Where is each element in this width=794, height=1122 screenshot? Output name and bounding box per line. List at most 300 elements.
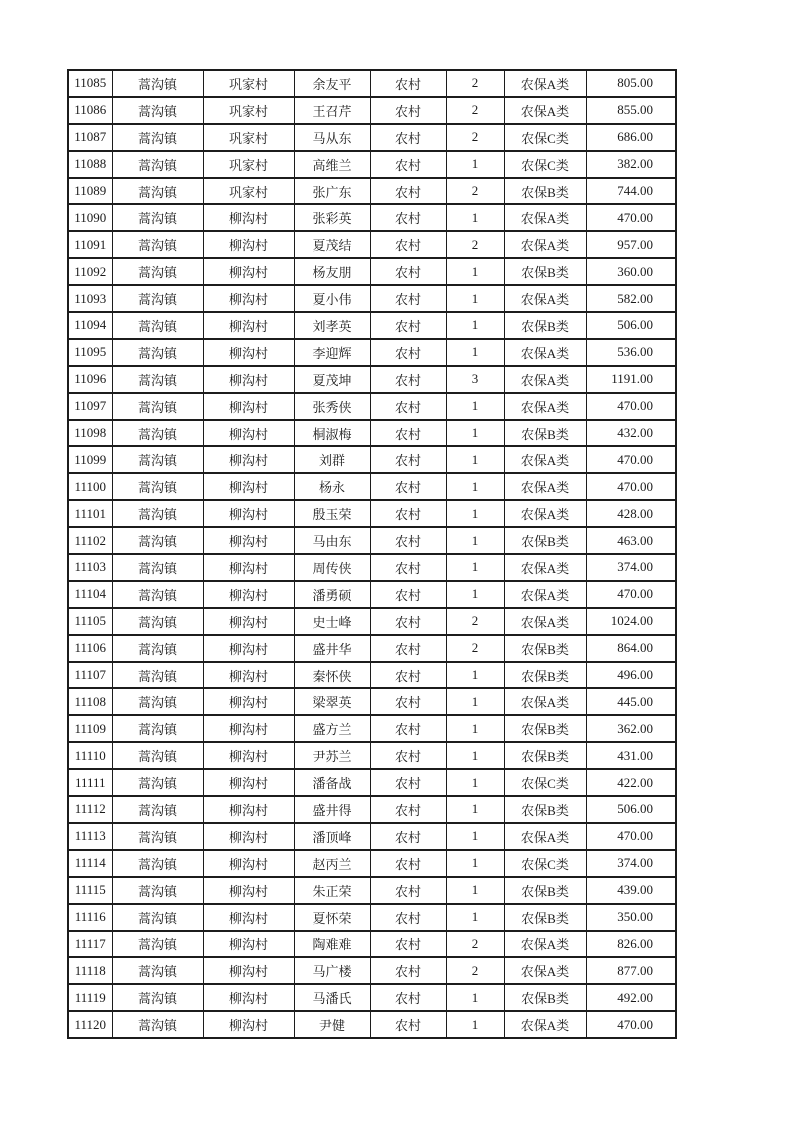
cell-village: 柳沟村 [203, 312, 294, 339]
cell-village: 巩家村 [203, 124, 294, 151]
cell-insurance-category: 农保B类 [504, 312, 586, 339]
cell-person-count: 1 [446, 715, 504, 742]
cell-residence-type: 农村 [370, 850, 446, 877]
cell-insurance-category: 农保C类 [504, 769, 586, 796]
table-row [68, 178, 676, 205]
table-row [68, 312, 676, 339]
cell-town: 蒿沟镇 [112, 662, 203, 689]
cell-amount: 1024.00 [586, 608, 676, 635]
cell-name: 夏茂结 [294, 231, 370, 258]
cell-record-id: 11093 [68, 285, 112, 312]
cell-record-id: 11113 [68, 823, 112, 850]
table-row [68, 366, 676, 393]
cell-insurance-category: 农保C类 [504, 151, 586, 178]
cell-town: 蒿沟镇 [112, 554, 203, 581]
cell-insurance-category: 农保B类 [504, 715, 586, 742]
cell-village: 柳沟村 [203, 581, 294, 608]
cell-record-id: 11114 [68, 850, 112, 877]
cell-person-count: 2 [446, 931, 504, 958]
cell-residence-type: 农村 [370, 581, 446, 608]
cell-insurance-category: 农保B类 [504, 258, 586, 285]
cell-village: 柳沟村 [203, 258, 294, 285]
cell-residence-type: 农村 [370, 904, 446, 931]
cell-name: 马广楼 [294, 957, 370, 984]
cell-town: 蒿沟镇 [112, 178, 203, 205]
cell-name: 余友平 [294, 70, 370, 97]
cell-insurance-category: 农保A类 [504, 1011, 586, 1038]
cell-name: 尹苏兰 [294, 742, 370, 769]
cell-town: 蒿沟镇 [112, 420, 203, 447]
table-row [68, 473, 676, 500]
cell-village: 柳沟村 [203, 877, 294, 904]
cell-village: 柳沟村 [203, 204, 294, 231]
cell-village: 柳沟村 [203, 931, 294, 958]
cell-name: 潘顶峰 [294, 823, 370, 850]
cell-person-count: 1 [446, 823, 504, 850]
cell-village: 柳沟村 [203, 339, 294, 366]
cell-name: 刘孝英 [294, 312, 370, 339]
cell-residence-type: 农村 [370, 366, 446, 393]
cell-town: 蒿沟镇 [112, 258, 203, 285]
cell-name: 潘勇硕 [294, 581, 370, 608]
cell-residence-type: 农村 [370, 1011, 446, 1038]
cell-town: 蒿沟镇 [112, 366, 203, 393]
cell-amount: 826.00 [586, 931, 676, 958]
cell-amount: 492.00 [586, 984, 676, 1011]
cell-amount: 1191.00 [586, 366, 676, 393]
cell-residence-type: 农村 [370, 420, 446, 447]
cell-town: 蒿沟镇 [112, 393, 203, 420]
cell-insurance-category: 农保B类 [504, 527, 586, 554]
cell-record-id: 11104 [68, 581, 112, 608]
cell-name: 马由东 [294, 527, 370, 554]
cell-residence-type: 农村 [370, 312, 446, 339]
table-row [68, 204, 676, 231]
cell-name: 陶难难 [294, 931, 370, 958]
cell-residence-type: 农村 [370, 151, 446, 178]
cell-town: 蒿沟镇 [112, 796, 203, 823]
table-row [68, 500, 676, 527]
cell-name: 盛井华 [294, 635, 370, 662]
cell-amount: 431.00 [586, 742, 676, 769]
cell-person-count: 1 [446, 285, 504, 312]
cell-person-count: 1 [446, 473, 504, 500]
table-row [68, 608, 676, 635]
cell-amount: 470.00 [586, 1011, 676, 1038]
cell-record-id: 11097 [68, 393, 112, 420]
cell-village: 柳沟村 [203, 420, 294, 447]
cell-insurance-category: 农保A类 [504, 285, 586, 312]
cell-amount: 686.00 [586, 124, 676, 151]
cell-name: 张彩英 [294, 204, 370, 231]
cell-amount: 470.00 [586, 446, 676, 473]
cell-town: 蒿沟镇 [112, 877, 203, 904]
cell-residence-type: 农村 [370, 393, 446, 420]
cell-insurance-category: 农保A类 [504, 446, 586, 473]
cell-residence-type: 农村 [370, 446, 446, 473]
cell-village: 巩家村 [203, 97, 294, 124]
table-row [68, 877, 676, 904]
cell-person-count: 2 [446, 231, 504, 258]
cell-amount: 805.00 [586, 70, 676, 97]
cell-residence-type: 农村 [370, 984, 446, 1011]
cell-record-id: 11111 [68, 769, 112, 796]
cell-insurance-category: 农保A类 [504, 204, 586, 231]
cell-amount: 350.00 [586, 904, 676, 931]
cell-person-count: 1 [446, 393, 504, 420]
cell-record-id: 11090 [68, 204, 112, 231]
cell-name: 王召芹 [294, 97, 370, 124]
cell-village: 柳沟村 [203, 554, 294, 581]
cell-insurance-category: 农保A类 [504, 554, 586, 581]
cell-person-count: 1 [446, 688, 504, 715]
cell-record-id: 11096 [68, 366, 112, 393]
cell-town: 蒿沟镇 [112, 70, 203, 97]
cell-insurance-category: 农保A类 [504, 366, 586, 393]
cell-record-id: 11100 [68, 473, 112, 500]
table-row [68, 151, 676, 178]
table-row [68, 527, 676, 554]
cell-name: 张广东 [294, 178, 370, 205]
cell-amount: 536.00 [586, 339, 676, 366]
cell-person-count: 2 [446, 70, 504, 97]
cell-residence-type: 农村 [370, 527, 446, 554]
cell-amount: 422.00 [586, 769, 676, 796]
cell-town: 蒿沟镇 [112, 1011, 203, 1038]
cell-insurance-category: 农保C类 [504, 124, 586, 151]
cell-record-id: 11092 [68, 258, 112, 285]
table-row [68, 715, 676, 742]
cell-name: 夏怀荣 [294, 904, 370, 931]
cell-residence-type: 农村 [370, 231, 446, 258]
cell-record-id: 11106 [68, 635, 112, 662]
cell-insurance-category: 农保B类 [504, 635, 586, 662]
cell-amount: 432.00 [586, 420, 676, 447]
cell-insurance-category: 农保B类 [504, 984, 586, 1011]
cell-insurance-category: 农保B类 [504, 796, 586, 823]
cell-town: 蒿沟镇 [112, 339, 203, 366]
cell-name: 李迎辉 [294, 339, 370, 366]
table-row [68, 258, 676, 285]
cell-insurance-category: 农保B类 [504, 178, 586, 205]
table-row [68, 742, 676, 769]
cell-insurance-category: 农保B类 [504, 420, 586, 447]
cell-amount: 744.00 [586, 178, 676, 205]
cell-person-count: 1 [446, 984, 504, 1011]
cell-record-id: 11108 [68, 688, 112, 715]
cell-insurance-category: 农保C类 [504, 850, 586, 877]
table-row [68, 420, 676, 447]
cell-record-id: 11110 [68, 742, 112, 769]
cell-village: 柳沟村 [203, 904, 294, 931]
cell-residence-type: 农村 [370, 97, 446, 124]
cell-person-count: 1 [446, 554, 504, 581]
cell-record-id: 11116 [68, 904, 112, 931]
cell-record-id: 11095 [68, 339, 112, 366]
benefit-table [67, 69, 677, 1039]
cell-residence-type: 农村 [370, 742, 446, 769]
cell-name: 桐淑梅 [294, 420, 370, 447]
cell-village: 巩家村 [203, 151, 294, 178]
cell-residence-type: 农村 [370, 769, 446, 796]
cell-village: 柳沟村 [203, 1011, 294, 1038]
cell-insurance-category: 农保B类 [504, 662, 586, 689]
cell-village: 柳沟村 [203, 769, 294, 796]
cell-person-count: 1 [446, 151, 504, 178]
cell-village: 柳沟村 [203, 715, 294, 742]
cell-amount: 470.00 [586, 581, 676, 608]
cell-record-id: 11105 [68, 608, 112, 635]
table-row [68, 581, 676, 608]
cell-residence-type: 农村 [370, 688, 446, 715]
cell-amount: 428.00 [586, 500, 676, 527]
cell-amount: 382.00 [586, 151, 676, 178]
cell-name: 刘群 [294, 446, 370, 473]
cell-village: 巩家村 [203, 178, 294, 205]
cell-record-id: 11087 [68, 124, 112, 151]
table-row [68, 446, 676, 473]
cell-record-id: 11089 [68, 178, 112, 205]
cell-residence-type: 农村 [370, 554, 446, 581]
cell-town: 蒿沟镇 [112, 151, 203, 178]
cell-person-count: 1 [446, 581, 504, 608]
cell-amount: 864.00 [586, 635, 676, 662]
cell-town: 蒿沟镇 [112, 285, 203, 312]
cell-residence-type: 农村 [370, 204, 446, 231]
cell-name: 潘备战 [294, 769, 370, 796]
cell-amount: 374.00 [586, 554, 676, 581]
cell-name: 马从东 [294, 124, 370, 151]
cell-amount: 362.00 [586, 715, 676, 742]
cell-village: 柳沟村 [203, 823, 294, 850]
cell-person-count: 1 [446, 769, 504, 796]
cell-record-id: 11091 [68, 231, 112, 258]
cell-person-count: 1 [446, 742, 504, 769]
cell-village: 柳沟村 [203, 366, 294, 393]
cell-insurance-category: 农保A类 [504, 97, 586, 124]
cell-record-id: 11098 [68, 420, 112, 447]
cell-town: 蒿沟镇 [112, 742, 203, 769]
cell-town: 蒿沟镇 [112, 97, 203, 124]
cell-residence-type: 农村 [370, 715, 446, 742]
table-row [68, 1011, 676, 1038]
cell-village: 柳沟村 [203, 796, 294, 823]
cell-amount: 582.00 [586, 285, 676, 312]
cell-village: 柳沟村 [203, 608, 294, 635]
table-row [68, 769, 676, 796]
cell-amount: 855.00 [586, 97, 676, 124]
cell-person-count: 1 [446, 420, 504, 447]
cell-town: 蒿沟镇 [112, 124, 203, 151]
cell-insurance-category: 农保A类 [504, 231, 586, 258]
cell-town: 蒿沟镇 [112, 500, 203, 527]
cell-insurance-category: 农保B类 [504, 742, 586, 769]
cell-town: 蒿沟镇 [112, 984, 203, 1011]
table-row [68, 124, 676, 151]
cell-person-count: 2 [446, 957, 504, 984]
cell-residence-type: 农村 [370, 608, 446, 635]
cell-town: 蒿沟镇 [112, 204, 203, 231]
table-row [68, 796, 676, 823]
cell-village: 巩家村 [203, 70, 294, 97]
cell-town: 蒿沟镇 [112, 931, 203, 958]
table-row [68, 393, 676, 420]
cell-insurance-category: 农保A类 [504, 70, 586, 97]
cell-insurance-category: 农保A类 [504, 608, 586, 635]
cell-person-count: 1 [446, 204, 504, 231]
cell-town: 蒿沟镇 [112, 850, 203, 877]
cell-insurance-category: 农保B类 [504, 904, 586, 931]
cell-amount: 506.00 [586, 796, 676, 823]
cell-amount: 496.00 [586, 662, 676, 689]
cell-person-count: 2 [446, 97, 504, 124]
table-row [68, 635, 676, 662]
cell-record-id: 11119 [68, 984, 112, 1011]
cell-town: 蒿沟镇 [112, 904, 203, 931]
cell-village: 柳沟村 [203, 500, 294, 527]
cell-village: 柳沟村 [203, 635, 294, 662]
table-row [68, 97, 676, 124]
cell-record-id: 11112 [68, 796, 112, 823]
cell-residence-type: 农村 [370, 877, 446, 904]
cell-insurance-category: 农保A类 [504, 957, 586, 984]
cell-person-count: 1 [446, 312, 504, 339]
cell-record-id: 11115 [68, 877, 112, 904]
table-row [68, 285, 676, 312]
cell-residence-type: 农村 [370, 178, 446, 205]
cell-record-id: 11118 [68, 957, 112, 984]
cell-town: 蒿沟镇 [112, 823, 203, 850]
cell-person-count: 1 [446, 796, 504, 823]
cell-amount: 439.00 [586, 877, 676, 904]
cell-village: 柳沟村 [203, 285, 294, 312]
cell-town: 蒿沟镇 [112, 608, 203, 635]
cell-amount: 470.00 [586, 204, 676, 231]
cell-amount: 463.00 [586, 527, 676, 554]
cell-person-count: 1 [446, 662, 504, 689]
cell-residence-type: 农村 [370, 473, 446, 500]
cell-person-count: 1 [446, 877, 504, 904]
cell-town: 蒿沟镇 [112, 473, 203, 500]
cell-person-count: 1 [446, 258, 504, 285]
cell-person-count: 1 [446, 500, 504, 527]
cell-town: 蒿沟镇 [112, 527, 203, 554]
cell-record-id: 11117 [68, 931, 112, 958]
cell-person-count: 2 [446, 178, 504, 205]
cell-name: 梁翠英 [294, 688, 370, 715]
cell-name: 周传侠 [294, 554, 370, 581]
cell-insurance-category: 农保A类 [504, 393, 586, 420]
cell-residence-type: 农村 [370, 285, 446, 312]
table-row [68, 904, 676, 931]
cell-person-count: 1 [446, 850, 504, 877]
cell-record-id: 11120 [68, 1011, 112, 1038]
cell-town: 蒿沟镇 [112, 715, 203, 742]
cell-insurance-category: 农保A类 [504, 688, 586, 715]
cell-residence-type: 农村 [370, 70, 446, 97]
cell-village: 柳沟村 [203, 231, 294, 258]
cell-town: 蒿沟镇 [112, 581, 203, 608]
cell-residence-type: 农村 [370, 957, 446, 984]
cell-record-id: 11086 [68, 97, 112, 124]
cell-village: 柳沟村 [203, 984, 294, 1011]
table-row [68, 70, 676, 97]
cell-record-id: 11103 [68, 554, 112, 581]
cell-record-id: 11107 [68, 662, 112, 689]
cell-insurance-category: 农保A类 [504, 823, 586, 850]
cell-name: 张秀侠 [294, 393, 370, 420]
cell-insurance-category: 农保B类 [504, 877, 586, 904]
cell-town: 蒿沟镇 [112, 635, 203, 662]
cell-residence-type: 农村 [370, 339, 446, 366]
cell-name: 盛方兰 [294, 715, 370, 742]
cell-name: 朱正荣 [294, 877, 370, 904]
cell-insurance-category: 农保A类 [504, 473, 586, 500]
cell-record-id: 11088 [68, 151, 112, 178]
cell-record-id: 11094 [68, 312, 112, 339]
table-row [68, 957, 676, 984]
cell-town: 蒿沟镇 [112, 688, 203, 715]
cell-village: 柳沟村 [203, 473, 294, 500]
cell-name: 殷玉荣 [294, 500, 370, 527]
cell-record-id: 11102 [68, 527, 112, 554]
cell-name: 秦怀侠 [294, 662, 370, 689]
cell-village: 柳沟村 [203, 393, 294, 420]
cell-insurance-category: 农保A类 [504, 931, 586, 958]
cell-insurance-category: 农保A类 [504, 500, 586, 527]
cell-person-count: 1 [446, 904, 504, 931]
cell-name: 尹健 [294, 1011, 370, 1038]
cell-residence-type: 农村 [370, 500, 446, 527]
cell-person-count: 2 [446, 635, 504, 662]
table-row [68, 984, 676, 1011]
cell-amount: 470.00 [586, 393, 676, 420]
cell-town: 蒿沟镇 [112, 231, 203, 258]
cell-name: 史士峰 [294, 608, 370, 635]
cell-person-count: 1 [446, 527, 504, 554]
cell-town: 蒿沟镇 [112, 446, 203, 473]
table-row [68, 850, 676, 877]
cell-amount: 360.00 [586, 258, 676, 285]
cell-residence-type: 农村 [370, 796, 446, 823]
cell-village: 柳沟村 [203, 742, 294, 769]
cell-name: 杨友朋 [294, 258, 370, 285]
table-row [68, 231, 676, 258]
cell-amount: 470.00 [586, 823, 676, 850]
cell-residence-type: 农村 [370, 662, 446, 689]
cell-amount: 470.00 [586, 473, 676, 500]
cell-residence-type: 农村 [370, 931, 446, 958]
cell-record-id: 11099 [68, 446, 112, 473]
cell-record-id: 11101 [68, 500, 112, 527]
cell-residence-type: 农村 [370, 124, 446, 151]
cell-town: 蒿沟镇 [112, 769, 203, 796]
cell-person-count: 2 [446, 608, 504, 635]
cell-person-count: 3 [446, 366, 504, 393]
cell-insurance-category: 农保A类 [504, 581, 586, 608]
table-row [68, 823, 676, 850]
cell-person-count: 2 [446, 124, 504, 151]
table-row [68, 688, 676, 715]
cell-name: 马潘氏 [294, 984, 370, 1011]
cell-residence-type: 农村 [370, 635, 446, 662]
cell-amount: 374.00 [586, 850, 676, 877]
cell-residence-type: 农村 [370, 823, 446, 850]
cell-residence-type: 农村 [370, 258, 446, 285]
cell-amount: 877.00 [586, 957, 676, 984]
cell-amount: 957.00 [586, 231, 676, 258]
cell-name: 赵丙兰 [294, 850, 370, 877]
